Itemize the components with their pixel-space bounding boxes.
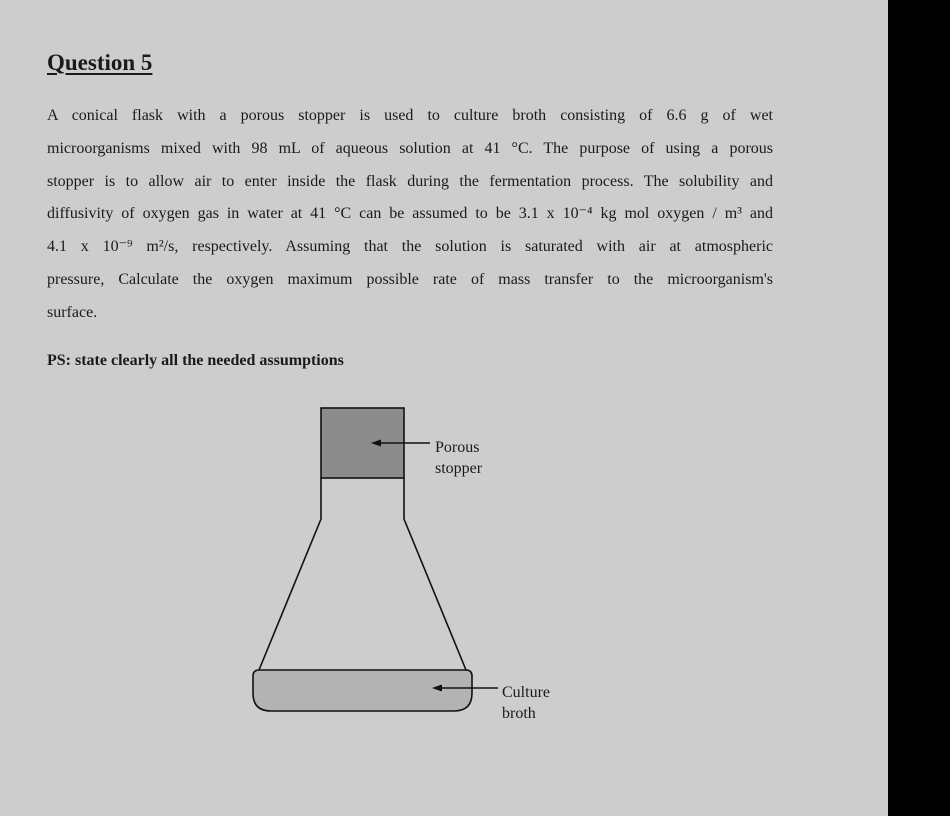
question-line: microorganisms mixed with 98 mL of aqueous solution at 41 °C. The purpose of using a porous <box>47 139 773 157</box>
stopper-label-line1: Porous <box>435 439 480 456</box>
flask-diagram <box>240 395 600 735</box>
question-line: surface. <box>47 303 98 321</box>
question-line: A conical flask with a porous stopper is used to culture broth consisting of 6.6 g of wet <box>47 107 773 124</box>
flask-outline <box>259 478 466 670</box>
question-line: 4.1 x 10⁻⁹ m²/s, respectively. Assuming that the solution is saturated with air at atmospheric <box>47 238 773 256</box>
question-heading: Question 5 <box>47 50 153 75</box>
stopper-label-line2: stopper <box>435 460 483 477</box>
question-paragraph <box>47 100 773 330</box>
screen-edge-bar <box>888 0 950 816</box>
broth-label-line1: Culture <box>502 684 550 701</box>
question-line: diffusivity of oxygen gas in water at 41 °C can be assumed to be 3.1 x 10⁻⁴ kg mol oxygen / m³ and <box>47 205 773 223</box>
broth-label-line2: broth <box>502 705 536 722</box>
question-line: stopper is to allow air to enter inside the flask during the fermentation process. The solubility and <box>47 172 773 190</box>
question-line: pressure, Calculate the oxygen maximum possible rate of mass transfer to the microorganism's <box>47 270 773 288</box>
conical-flask-figure <box>240 395 600 735</box>
ps-note: PS: state clearly all the needed assumptions <box>47 352 344 369</box>
